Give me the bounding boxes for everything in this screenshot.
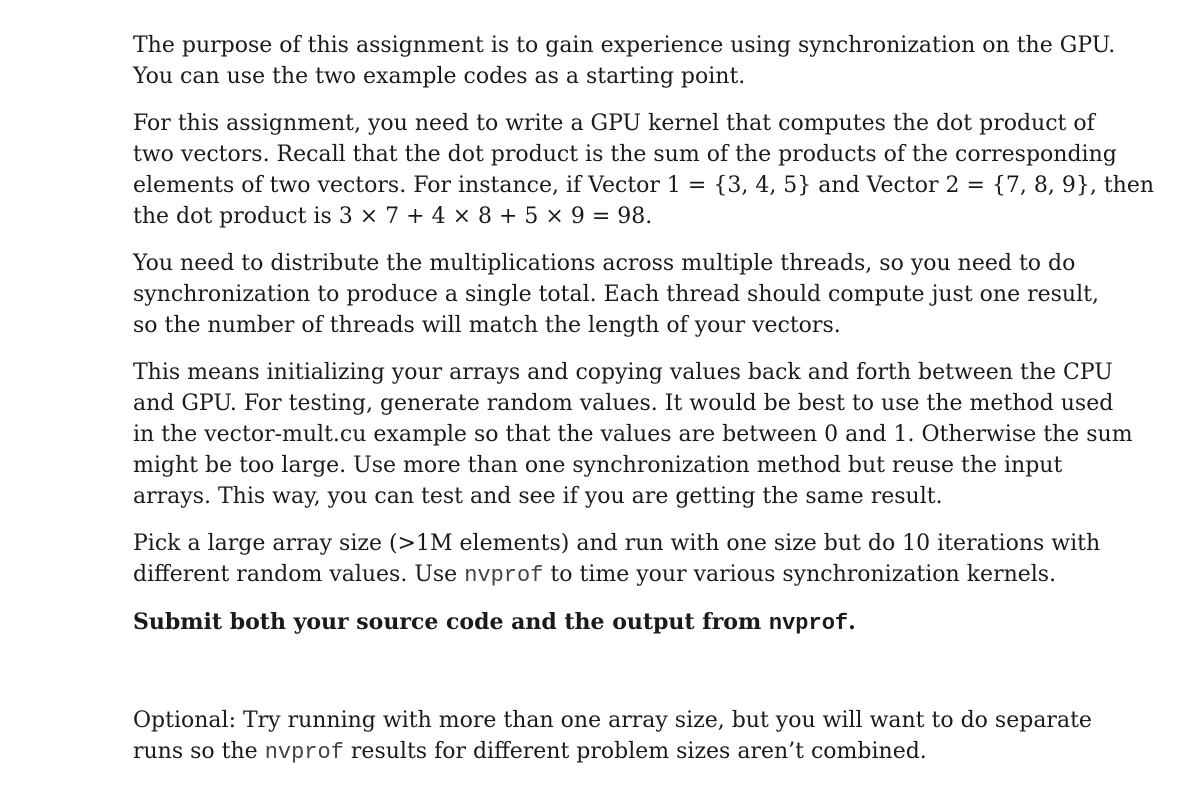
text-segment: Submit both your source code and the output from xyxy=(133,609,769,635)
text-line: The purpose of this assignment is to gain experience using synchronization on the GPU. xyxy=(133,33,1116,58)
text-line xyxy=(133,607,1133,639)
text-line: might be too large. Use more than one synchronization method but reuse the input xyxy=(133,453,1063,478)
text-line: two vectors. Recall that the dot product is the sum of the products of the corresponding xyxy=(133,142,1117,167)
initialization-paragraph xyxy=(133,357,1133,512)
text-line: For this assignment, you need to write a GPU kernel that computes the dot product of xyxy=(133,111,1095,136)
text-line: Pick a large array size (>1M elements) and run with one size but do 10 iterations with xyxy=(133,531,1101,556)
text-line: so the number of threads will match the length of your vectors. xyxy=(133,313,841,338)
optional-paragraph xyxy=(133,705,1133,768)
purpose-paragraph xyxy=(133,30,1133,92)
text-line: You can use the two example codes as a starting point. xyxy=(133,64,746,89)
text-line: synchronization to produce a single total. Each thread should compute just one result, xyxy=(133,282,1099,307)
text-segment: to time your various synchronization kernels. xyxy=(543,562,1057,587)
text-line: elements of two vectors. For instance, if Vector 1 = {3, 4, 5} and Vector 2 = {7, 8, 9}, then xyxy=(133,173,1155,198)
submit-instruction xyxy=(133,607,1133,639)
text-line: arrays. This way, you can test and see if you are getting the same result. xyxy=(133,484,943,509)
text-segment: results for different problem sizes aren’t combined. xyxy=(343,739,927,764)
code-nvprof: nvprof xyxy=(768,611,849,636)
text-line: and GPU. For testing, generate random values. It would be best to use the method used xyxy=(133,391,1114,416)
dot-product-paragraph xyxy=(133,108,1155,232)
array-size-paragraph xyxy=(133,528,1133,591)
text-line: This means initializing your arrays and copying values back and forth between the CPU xyxy=(133,360,1113,385)
threads-paragraph xyxy=(133,248,1133,341)
code-nvprof: nvprof xyxy=(464,563,544,588)
code-nvprof: nvprof xyxy=(264,740,344,765)
text-line: Optional: Try running with more than one array size, but you will want to do separate xyxy=(133,708,1092,733)
text-segment: runs so the xyxy=(133,739,265,764)
text-line: You need to distribute the multiplications across multiple threads, so you need to do xyxy=(133,251,1076,276)
text-line xyxy=(133,736,1133,768)
text-segment: different random values. Use xyxy=(133,562,465,587)
text-line: in the vector-mult.cu example so that the values are between 0 and 1. Otherwise the sum xyxy=(133,422,1133,447)
text-segment: . xyxy=(848,609,856,635)
text-line: the dot product is 3 × 7 + 4 × 8 + 5 × 9 = 98. xyxy=(133,204,653,229)
text-line xyxy=(133,559,1133,591)
assignment-document xyxy=(133,30,1155,768)
